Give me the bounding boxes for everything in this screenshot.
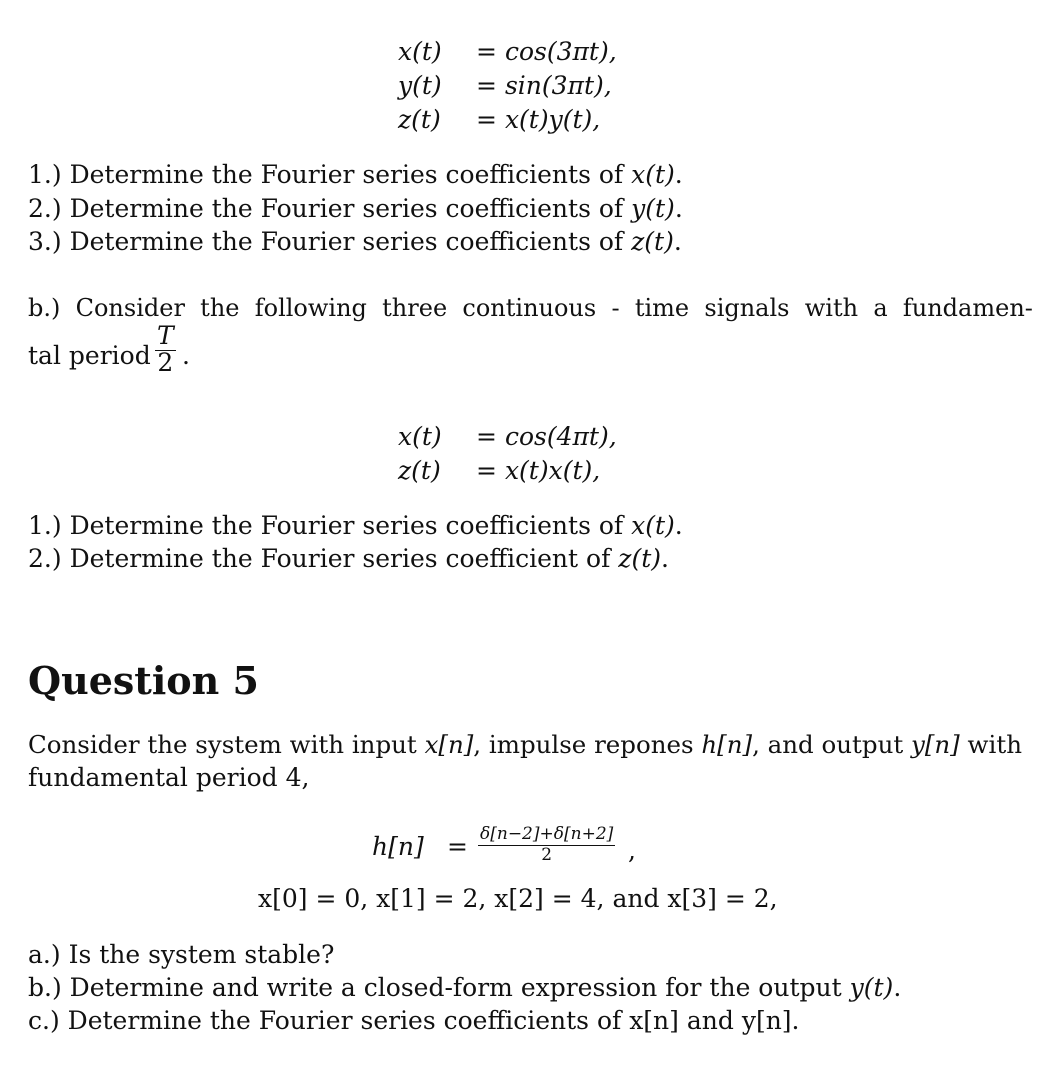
question-5-item-b: b.) Determine and write a closed-form expression for the output y(t). — [28, 973, 902, 1002]
question-5-heading: Question 5 — [28, 658, 259, 703]
part-b-intro-line1: b.) Consider the following three continuous - time signals with a fundamen- — [28, 294, 1033, 322]
equation-lhs: z(t) — [398, 105, 441, 134]
part-b-intro-line2: tal period — [28, 341, 151, 370]
equation-lhs: z(t) — [398, 456, 441, 485]
equation-rhs: = sin(3πt), — [476, 71, 612, 100]
period-fraction: $\frac{T}{2}$ — [157, 321, 174, 377]
h-fraction: $\frac{\delta[n-2]+\delta[n+2]}{2}$ — [480, 824, 614, 865]
h-equation-lhs: h[n] — [372, 832, 424, 861]
h-end: , — [628, 836, 636, 865]
equation-rhs: = cos(3πt), — [476, 37, 617, 66]
equation-rhs: = cos(4πt), — [476, 422, 617, 451]
part-b-item-2: 2.) Determine the Fourier series coefficient of z(t). — [28, 544, 669, 573]
question-5-intro-line1: Consider the system with input x[n], impulse repones h[n], and output y[n] with — [28, 730, 1022, 759]
question-5-item-a: a.) Is the system stable? — [28, 940, 335, 969]
part-a-item-3: 3.) Determine the Fourier series coefficients of z(t). — [28, 227, 682, 256]
period-end: . — [182, 341, 190, 370]
question-5-intro-line2: fundamental period 4, — [28, 763, 310, 792]
question-5-item-c: c.) Determine the Fourier series coefficients of x[n] and y[n]. — [28, 1006, 800, 1035]
x-values: x[0] = 0, x[1] = 2, x[2] = 4, and x[3] = 2, — [258, 884, 778, 913]
equation-rhs: = x(t)y(t), — [476, 105, 601, 134]
equation-rhs: = x(t)x(t), — [476, 456, 601, 485]
equation-lhs: x(t) — [398, 37, 442, 66]
equation-lhs: x(t) — [398, 422, 442, 451]
part-b-item-1: 1.) Determine the Fourier series coefficients of x(t). — [28, 511, 683, 540]
part-a-item-2: 2.) Determine the Fourier series coefficients of y(t). — [28, 194, 683, 223]
h-equals: = — [447, 832, 468, 861]
part-a-item-1: 1.) Determine the Fourier series coefficients of x(t). — [28, 160, 683, 189]
equation-lhs: y(t) — [398, 71, 442, 100]
